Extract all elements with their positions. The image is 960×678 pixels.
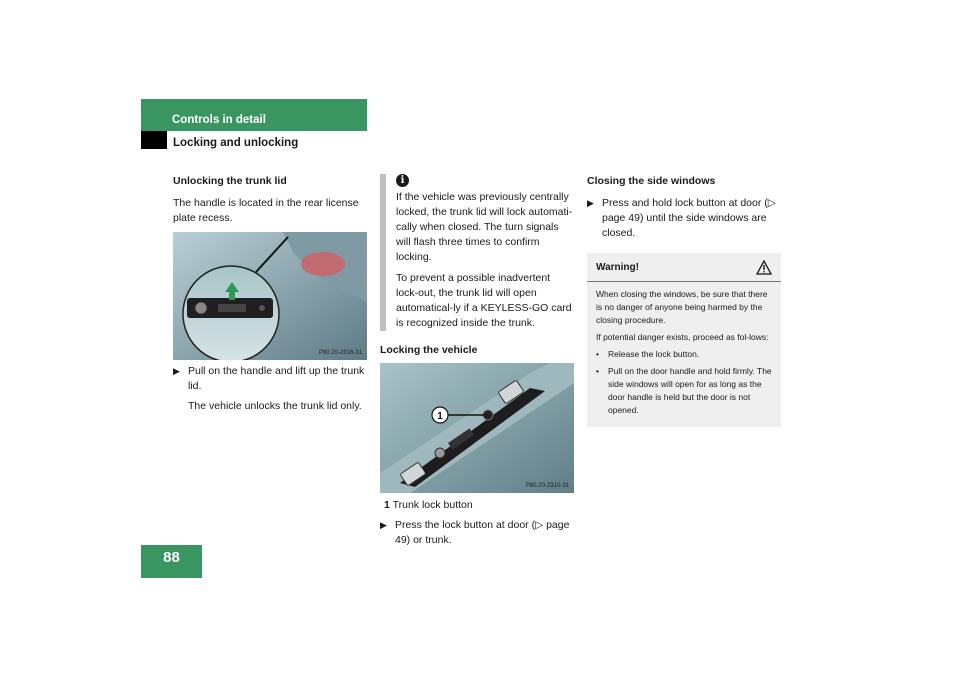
warning-body bbox=[587, 282, 781, 427]
instruction-text: Pull on the handle and lift up the trunk lid. bbox=[188, 365, 365, 392]
arrow-icon: ▶ bbox=[587, 198, 594, 208]
trunk-unlock-heading: Unlocking the trunk lid bbox=[173, 175, 287, 187]
info-note-p2: To prevent a possible inadvertent lock-out, the trunk lid will open automatical-ly if a KEYLESS-GO card is recognized inside the trunk. bbox=[396, 272, 572, 329]
warning-box bbox=[587, 253, 781, 427]
warning-header bbox=[587, 253, 781, 282]
instruction-bullet bbox=[173, 364, 367, 394]
instruction-bullet bbox=[587, 196, 781, 241]
callout-number: 1 bbox=[437, 411, 443, 422]
result-text: The vehicle unlocks the trunk lid only. bbox=[188, 400, 362, 412]
info-note bbox=[380, 174, 574, 331]
header-marker bbox=[141, 131, 167, 149]
info-note-p1: If the vehicle was previously centrally locked, the trunk lid will lock automati-cally when closed. The turn signals will flash three times to confirm locking. bbox=[396, 191, 573, 263]
instruction-text: Press the lock button at door (▷ page 49) or trunk. bbox=[395, 519, 570, 546]
close-windows-heading: Closing the side windows bbox=[587, 175, 716, 187]
trunk-lock-illustration bbox=[380, 363, 574, 493]
warning-p1: When closing the windows, be sure that there is no danger of anyone being harmed by the closing procedure. bbox=[596, 289, 768, 325]
page-number-box bbox=[141, 545, 202, 578]
warning-triangle-icon bbox=[756, 260, 772, 275]
section-subtitle: Locking and unlocking bbox=[173, 137, 299, 149]
figure-code: P80.20-2316-31 bbox=[318, 350, 362, 356]
warning-item-text: Pull on the door handle and hold firmly. The side windows will open for as long as the door handle is held but the door is not opened. bbox=[608, 366, 772, 415]
column-middle bbox=[380, 174, 574, 553]
lock-vehicle-heading: Locking the vehicle bbox=[380, 344, 478, 356]
warning-p2: If potential danger exists, proceed as fol-lows: bbox=[596, 332, 769, 342]
column-right bbox=[587, 174, 781, 427]
warning-item-text: Release the lock button. bbox=[608, 349, 700, 359]
bullet-dot-icon: • bbox=[596, 366, 599, 376]
trunk-handle-intro: The handle is located in the rear license plate recess. bbox=[173, 197, 359, 224]
info-icon: i bbox=[396, 174, 409, 187]
trunk-handle-illustration bbox=[173, 232, 367, 360]
bullet-dot-icon: • bbox=[596, 349, 599, 359]
arrow-icon: ▶ bbox=[173, 366, 180, 376]
trunk-lock-figure bbox=[380, 363, 574, 493]
figure-caption bbox=[380, 498, 574, 513]
caption-number: 1 bbox=[384, 499, 390, 511]
warning-list-item bbox=[596, 365, 772, 417]
arrow-icon: ▶ bbox=[380, 520, 387, 530]
warning-title: Warning! bbox=[596, 261, 639, 273]
instruction-bullet bbox=[380, 518, 574, 548]
page-number: 88 bbox=[163, 549, 180, 566]
warning-list-item bbox=[596, 348, 772, 361]
section-title: Controls in detail bbox=[172, 114, 266, 126]
column-left bbox=[173, 174, 367, 421]
caption-text: Trunk lock button bbox=[392, 499, 473, 511]
figure-code: P80.20-2310-31 bbox=[525, 483, 569, 489]
trunk-handle-figure bbox=[173, 232, 367, 360]
instruction-text: Press and hold lock button at door (▷ page 49) until the side windows are closed. bbox=[602, 197, 776, 239]
